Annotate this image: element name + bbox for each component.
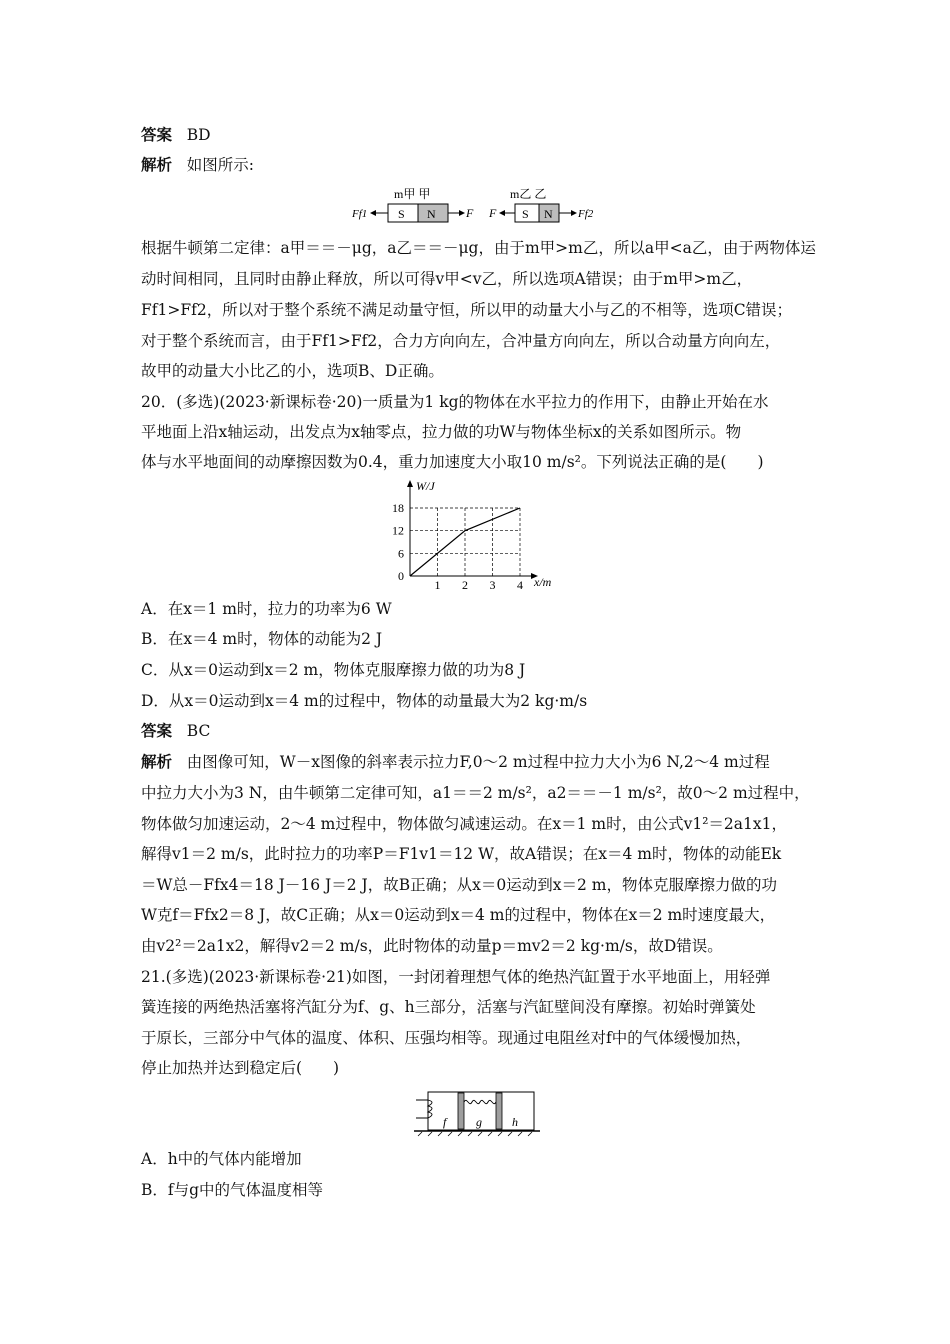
ff2-arrowhead [571, 210, 577, 216]
q20-stem-line-1: 20．(多选)(2023·新课标卷·20)一质量为1 kg的物体在水平拉力的作用下，由静止开始在水 [141, 393, 769, 411]
y-tick-label: 6 [398, 546, 404, 561]
q20-option-a: A．在x＝1 m时，拉力的功率为6 W [141, 600, 392, 618]
ff1-label: Ff1 [352, 208, 368, 220]
q21-option-a: A．h中的气体内能增加 [141, 1150, 302, 1168]
q20-stem-line-3: 体与水平地面间的动摩擦因数为0.4，重力加速度大小取10 m/s²。下列说法正确的是( ) [141, 453, 764, 471]
analysis-label: 解析 [141, 752, 173, 771]
q19-analysis-line-5: 故甲的动量大小比乙的小，选项B、D正确。 [141, 362, 444, 380]
q19-answer-row [141, 124, 211, 146]
y-axis-label: W/J [416, 479, 435, 493]
g-chamber-label: g [476, 1115, 482, 1129]
analysis-text: 由图像可知，W－x图像的斜率表示拉力F,0～2 m过程中拉力大小为6 N,2～4 m过程 [186, 753, 770, 771]
q20-analysis-line-3: 物体做匀加速运动，2～4 m过程中，物体做匀减速运动。在x＝1 m时，由公式v1²＝2a1x1， [141, 815, 787, 833]
piston-right [496, 1093, 502, 1129]
piston-left [458, 1093, 464, 1129]
m-yi-label: m乙 乙 [510, 187, 547, 201]
q21-stem-line-3: 于原长，三部分中气体的温度、体积、压强均相等。现通过电阻丝对f中的气体缓慢加热， [141, 1029, 752, 1047]
ff1-arrowhead [370, 210, 376, 216]
q19-analysis-line-1: 根据牛顿第二定律：a甲＝＝－μg，a乙＝＝－μg，由于m甲>m乙，所以a甲<a乙，由于两物体运 [141, 239, 816, 257]
ground-hatch [418, 1132, 532, 1136]
grid-layer [410, 508, 520, 576]
q19-analysis-line-4: 对于整个系统而言，由于Ff1>Ff2，合力方向向左，合冲量方向向左，所以合动量方向向左， [141, 332, 781, 350]
origin-label: 0 [398, 569, 404, 583]
q20-analysis-line-1 [141, 751, 770, 773]
q21-stem-line-2: 簧连接的两绝热活塞将汽缸分为f、g、h三部分，活塞与汽缸壁间没有摩擦。初始时弹簧处 [141, 998, 756, 1016]
f-arrowhead-yi [499, 210, 505, 216]
x-axis-label: x/m [534, 575, 552, 589]
q19-analysis-line-3: Ff1>Ff2，所以对于整个系统不满足动量守恒，所以甲的动量大小与乙的不相等，选项C错误； [141, 301, 793, 319]
answer-label: 答案 [141, 721, 173, 740]
q20-stem-line-2: 平地面上沿x轴运动，出发点为x轴零点，拉力做的功W与物体坐标x的关系如图所示。物 [141, 423, 742, 441]
yi-n-text: N [544, 207, 553, 221]
q19-analysis-row [141, 154, 254, 176]
magnet-figure [350, 184, 600, 228]
m-jia-label: m甲 甲 [394, 187, 431, 201]
y-tick-label: 18 [392, 501, 404, 515]
jia-s-text: S [398, 207, 405, 221]
q19-analysis-line-2: 动时间相同，且同时由静止释放，所以可得v甲<v乙，所以选项A错误；由于m甲>m乙， [141, 270, 753, 288]
f-arrowhead-jia [459, 210, 465, 216]
q20-analysis-line-5: ＝W总－Ffx4＝18 J－16 J＝2 J，故B正确；从x＝0运动到x＝2 m，物体克服摩擦力做的功 [141, 876, 777, 894]
h-chamber-label: h [512, 1115, 518, 1129]
analysis-intro: 如图所示: [186, 156, 255, 174]
q20-analysis-line-2: 中拉力大小为3 N，由牛顿第二定律可知，a1＝＝2 m/s²，a2＝＝－1 m/s²，故0～2 m过程中， [141, 784, 810, 802]
q21-option-b: B．f与g中的气体温度相等 [141, 1181, 324, 1199]
w-x-chart [384, 476, 564, 594]
q20-analysis-line-7: 由v2²＝2a1x2，解得v2＝2 m/s，此时物体的动量p＝mv2＝2 kg·m/s，故D错误。 [141, 937, 723, 955]
y-axis-arrow [407, 480, 413, 487]
analysis-label: 解析 [141, 155, 173, 174]
q20-option-d: D．从x＝0运动到x＝4 m的过程中，物体的动量最大为2 kg·m/s [141, 692, 588, 710]
q20-analysis-line-6: W克f＝Ffx2＝8 J，故C正确；从x＝0运动到x＝4 m的过程中，物体在x＝2 m时速度最大， [141, 906, 776, 924]
x-tick-label: 1 [434, 578, 441, 592]
answer-value: BD [186, 126, 211, 144]
yi-s-text: S [522, 207, 529, 221]
q21-stem-line-1: 21.(多选)(2023·新课标卷·21)如图，一封闭着理想气体的绝热汽缸置于水平地面上，用轻弹 [141, 968, 771, 986]
q20-answer-row [141, 720, 210, 742]
cylinder-figure [410, 1088, 542, 1138]
q20-option-b: B．在x＝4 m时，物体的动能为2 J [141, 630, 383, 648]
f-label-jia: F [466, 206, 474, 220]
jia-n-text: N [427, 207, 436, 221]
q20-analysis-line-4: 解得v1＝2 m/s，此时拉力的功率P＝F1v1＝12 W，故A错误；在x＝4 m时，物体的动能Ek [141, 845, 782, 863]
answer-value: BC [186, 722, 211, 740]
answer-label: 答案 [141, 125, 173, 144]
x-tick-label: 4 [517, 578, 523, 592]
x-tick-label: 3 [489, 578, 496, 592]
x-tick-label: 2 [462, 578, 468, 592]
ff2-label: Ff2 [578, 208, 594, 220]
f-label-yi: F [489, 206, 497, 220]
q20-option-c: C．从x＝0运动到x＝2 m，物体克服摩擦力做的功为8 J [141, 661, 526, 679]
q21-stem-line-4: 停止加热并达到稳定后( ) [141, 1059, 340, 1077]
f-chamber-label: f [443, 1115, 447, 1129]
y-tick-label: 12 [392, 523, 404, 538]
